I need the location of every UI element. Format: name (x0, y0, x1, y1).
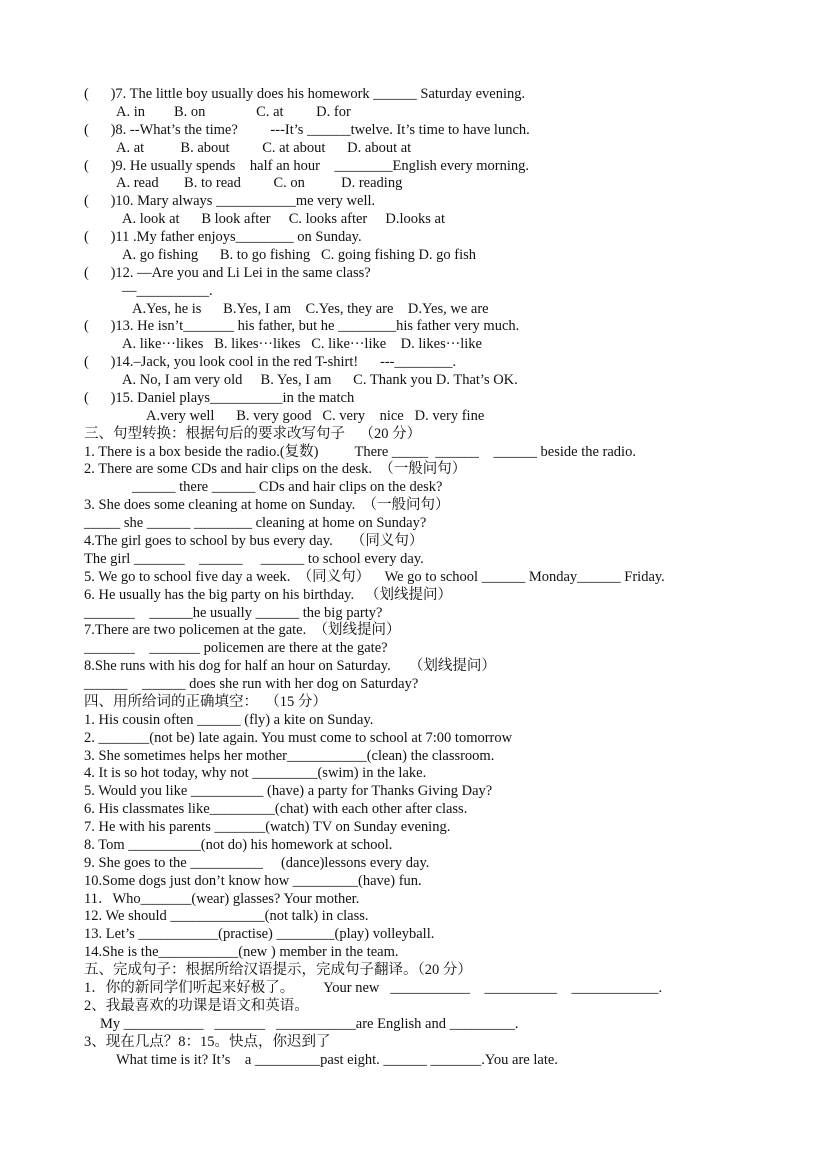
text-line: _____ she ______ ________ cleaning at home on Sunday? (84, 515, 427, 532)
text-line: A.very well B. very good C. very nice D. very fine (146, 407, 485, 424)
text-line: 7.There are two policemen at the gate. （划线提问） (84, 622, 401, 639)
text-line: The girl _______ ______ ______ to school every day. (84, 550, 424, 567)
text-line: A.Yes, he is B.Yes, I am C.Yes, they are D.Yes, we are (132, 300, 489, 317)
text-line: ( )10. Mary always ___________me very well. (84, 193, 376, 210)
text-line: 4.The girl goes to school by bus every day. （同义句） (84, 533, 424, 549)
text-line: 8.She runs with his dog for half an hour on Saturday. （划线提问） (84, 658, 496, 675)
text-line: 8. Tom __________(not do) his homework at school. (84, 836, 393, 853)
text-line: A. look at B look after C. looks after D.looks at (122, 211, 445, 228)
text-line: 2. _______(not be) late again. You must come to school at 7:00 tomorrow (84, 729, 513, 746)
text-line: 7. He with his parents _______(watch) TV on Sunday evening. (84, 819, 451, 836)
text-line: 2、我最喜欢的功课是语文和英语。 (84, 997, 309, 1014)
text-line: ______ ______ does she run with her dog on Saturday? (84, 676, 419, 693)
text-line: 1. His cousin often ______ (fly) a kite on Sunday. (84, 711, 374, 728)
text-line: —__________. (122, 282, 213, 299)
text-line: ( )11 .My father enjoys________ on Sunday. (84, 229, 362, 246)
text-line: 5. We go to school five day a week. （同义句） We go to school ______ Monday______ Friday. (84, 568, 665, 585)
text-line: 10.Some dogs just don’t know how _________(have) fun. (84, 872, 422, 889)
text-line: ( )14.–Jack, you look cool in the red T-shirt! ---________. (84, 354, 457, 371)
text-line: 5. Would you like __________ (have) a party for Thanks Giving Day? (84, 783, 493, 800)
text-line: ( )15. Daniel plays__________in the match (84, 389, 355, 406)
text-line: 9. She goes to the __________ (dance)lessons every day. (84, 854, 430, 871)
text-line: _______ _______ policemen are there at the gate? (84, 640, 388, 657)
text-line: A. like···likes B. likes···likes C. like···like D. likes···like (122, 336, 482, 353)
text-line: What time is it? It’s a _________past eight. ______ _______.You are late. (116, 1051, 558, 1068)
text-line: _______ ______he usually ______ the big party? (84, 604, 383, 621)
text-line: 1. There is a box beside the radio.(复数) There _____ ______ ______ beside the radio. (84, 443, 636, 460)
text-line: 6. He usually has the big party on his birthday. （划线提问） (84, 586, 452, 603)
text-line: 13. Let’s ___________(practise) ________(play) volleyball. (84, 926, 435, 943)
text-line: 3、现在几点？8：15。快点，你迟到了 (84, 1033, 331, 1050)
text-line: 三、句型转换：根据句后的要求改写句子 （20 分） (84, 425, 422, 442)
text-line: 2. There are some CDs and hair clips on the desk. （一般问句） (84, 461, 467, 478)
text-line: 11．Who_______(wear) glasses? Your mother. (84, 890, 360, 907)
text-line: ( )9. He usually spends half an hour ________English every morning. (84, 157, 529, 174)
text-line: ( )7. The little boy usually does his homework ______ Saturday evening. (84, 86, 526, 102)
text-line: My ___________ _______ ___________are English and _________. (100, 1015, 519, 1032)
text-line: ( )13. He isn’t_______ his father, but he ________his father very much. (84, 318, 520, 335)
text-line: ______ there ______ CDs and hair clips on the desk? (132, 479, 443, 496)
text-line: 4. It is so hot today, why not _________(swim) in the lake. (84, 765, 427, 782)
text-line: 四、用所给词的正确填空： （15 分） (84, 693, 327, 710)
text-line: 6. His classmates like_________(chat) with each other after class. (84, 801, 468, 818)
text-line: A. at B. about C. at about D. about at (116, 139, 412, 156)
text-line: ( )8. --What’s the time? ---It’s ______twelve. It’s time to have lunch. (84, 121, 530, 138)
text-line: 14.She is the___________(new ) member in the team. (84, 944, 399, 961)
text-line: A. in B. on C. at D. for (116, 103, 351, 120)
text-line: 五、完成句子：根据所给汉语提示，完成句子翻译。（20 分） (84, 962, 472, 979)
text-line: 1．你的新同学们听起来好极了。 Your new ___________ __________ ____________. (84, 980, 663, 996)
text-line: A. No, I am very old B. Yes, I am C. Thank you D. That’s OK. (122, 372, 518, 389)
text-line: 12. We should _____________(not talk) in class. (84, 908, 369, 925)
text-line: A. go fishing B. to go fishing C. going fishing D. go fish (122, 246, 477, 263)
text-line: 3. She sometimes helps her mother___________(clean) the classroom. (84, 747, 495, 764)
text-line: 3. She does some cleaning at home on Sunday. （一般问句） (84, 497, 450, 514)
text-line: A. read B. to read C. on D. reading (116, 175, 403, 192)
text-line: ( )12. —Are you and Li Lei in the same class? (84, 264, 371, 281)
